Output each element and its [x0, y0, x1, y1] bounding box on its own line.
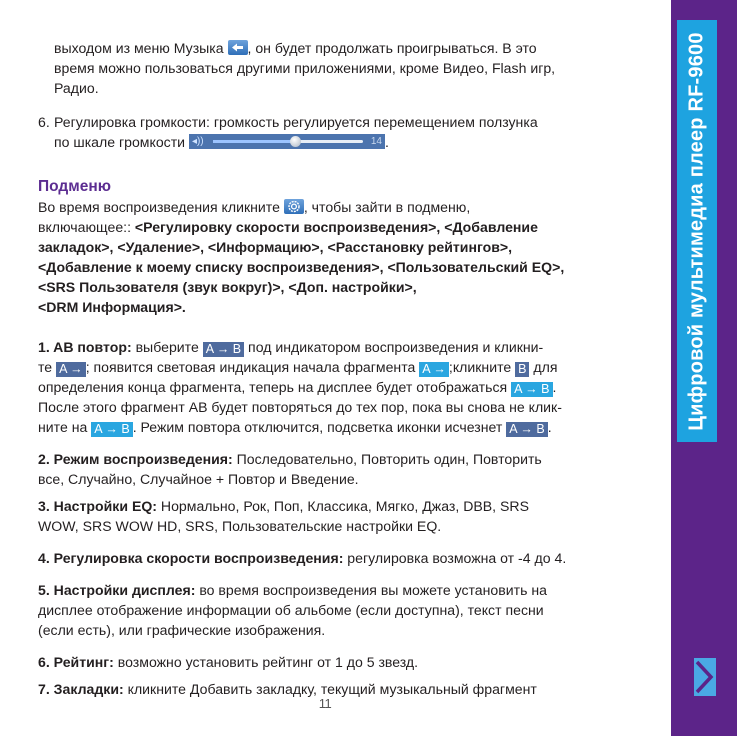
side-title: Цифровой мультимедиа плеер RF-9600	[685, 31, 708, 431]
side-tab	[671, 0, 737, 736]
settings-icon	[284, 199, 304, 214]
item-text: под индикатором воспроизведения и кликни-	[244, 339, 544, 355]
volume-slider-knob	[290, 136, 301, 147]
submenu-options: закладок>, <Удаление>, <Информацию>, <Расстановку рейтингов>,	[38, 239, 513, 255]
item-text: те	[38, 359, 57, 375]
ab-repeat-active-chip: A → B	[511, 382, 552, 397]
ab-repeat-chip: A → B	[506, 422, 547, 437]
a-marker-active-chip: A →	[419, 362, 449, 377]
ab-repeat-chip: A → B	[203, 342, 244, 357]
item-text: ните на	[38, 419, 92, 435]
item-text: кликните Добавить закладку, текущий музыкальный фрагмент	[123, 681, 537, 697]
punctuation: .	[384, 134, 389, 150]
intro-text: выходом из меню Музыка	[54, 40, 228, 56]
item-text: После этого фрагмент AB будет повторяться до тех пор, пока вы снова не клик-	[38, 399, 562, 415]
side-title-band	[677, 20, 717, 442]
rating-item	[38, 652, 650, 672]
item-title: 1. AB повтор:	[38, 339, 132, 355]
item-text: Нормально, Рок, Поп, Классика, Мягко, Джаз, DBB, SRS	[157, 498, 529, 514]
volume-instruction	[38, 112, 650, 152]
submenu-text: включающее::	[38, 219, 135, 235]
item-title: 4. Регулировка скорости воспроизведения:	[38, 550, 344, 566]
item-text: все, Случайно, Случайное + Повтор и Введение.	[38, 471, 359, 487]
speed-item	[38, 548, 650, 568]
ab-repeat-item	[38, 337, 650, 437]
next-page-button[interactable]	[694, 658, 716, 696]
volume-text: Регулировка громкости: громкость регулируется перемещением ползунка	[54, 114, 538, 130]
item-text: ; появится световая индикация начала фрагмента	[85, 359, 420, 375]
submenu-text: Во время воспроизведения кликните	[38, 199, 284, 215]
display-item	[38, 580, 650, 640]
page-number: 11	[318, 696, 332, 711]
item-number: 6.	[38, 114, 50, 130]
intro-paragraph	[38, 38, 650, 98]
b-marker-chip: B	[515, 362, 529, 377]
item-title: 7. Закладки:	[38, 681, 124, 697]
item-text: ;кликните	[448, 359, 516, 375]
volume-text: по шкале громкости	[54, 134, 189, 150]
ab-repeat-active-chip: A → B	[91, 422, 132, 437]
manual-page-content	[38, 38, 650, 699]
intro-text: , он будет продолжать проигрываться. В это	[247, 40, 537, 56]
speaker-icon: ◂))	[191, 136, 204, 147]
back-arrow-icon	[228, 40, 248, 55]
item-title: 2. Режим воспроизведения:	[38, 451, 233, 467]
submenu-options: <SRS Пользователя (звук вокруг)>, <Доп. настройки>,	[38, 279, 417, 295]
item-text: дисплее отображение информации об альбоме (если доступна), текст песни	[38, 602, 544, 618]
item-title: 3. Настройки EQ:	[38, 498, 157, 514]
item-text: .	[552, 379, 557, 395]
a-marker-chip: A →	[56, 362, 86, 377]
item-text: возможно установить рейтинг от 1 до 5 звезд.	[113, 654, 419, 670]
item-text: .	[547, 419, 552, 435]
item-text: для	[529, 359, 558, 375]
submenu-heading: Подменю	[38, 178, 111, 195]
item-text: во время воспроизведения вы можете установить на	[195, 582, 547, 598]
submenu-options: <Добавление к моему списку воспроизведения>, <Пользовательский EQ>,	[38, 259, 565, 275]
item-text: выберите	[131, 339, 203, 355]
volume-value: 14	[370, 136, 382, 147]
submenu-options: <Регулировку скорости воспроизведения>, <Добавление	[134, 219, 538, 235]
item-title: 5. Настройки дисплея:	[38, 582, 196, 598]
item-text: (если есть), или графические изображения.	[38, 622, 326, 638]
intro-text: время можно пользоваться другими приложениями, кроме Видео, Flash игр,	[54, 60, 556, 76]
item-text: определения конца фрагмента, теперь на дисплее будет отображаться	[38, 379, 512, 395]
item-text: . Режим повтора отключится, подсветка иконки исчезнет	[132, 419, 507, 435]
submenu-text: , чтобы зайти в подменю,	[303, 199, 471, 215]
item-text: Последовательно, Повторить один, Повторить	[232, 451, 542, 467]
volume-slider	[189, 134, 385, 149]
chevron-right-icon	[694, 658, 716, 696]
item-text: регулировка возможна от -4 до 4.	[343, 550, 567, 566]
submenu-options: <DRM Информация>.	[38, 299, 186, 315]
eq-item	[38, 496, 650, 536]
item-text: WOW, SRS WOW HD, SRS, Пользовательские настройки EQ.	[38, 518, 442, 534]
intro-text: Радио.	[54, 80, 99, 96]
play-mode-item	[38, 449, 650, 489]
item-title: 6. Рейтинг:	[38, 654, 114, 670]
